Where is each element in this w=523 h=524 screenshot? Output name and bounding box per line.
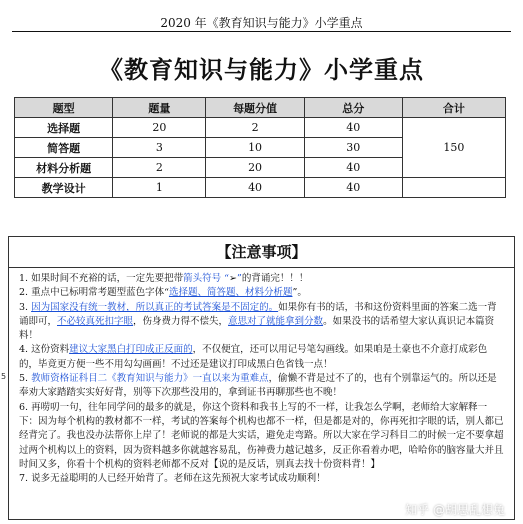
table-header-row xyxy=(15,98,506,118)
notice-text: 2. 重点中已标明常考题型蓝色字体“ xyxy=(19,287,169,299)
table-cell: 2 xyxy=(206,118,304,138)
header-cell: 题型 xyxy=(15,98,113,118)
header-cell: 题量 xyxy=(113,98,206,118)
page-header: 2020 年《教育知识与能力》小学重点 xyxy=(160,16,363,30)
table-cell: 简答题 xyxy=(15,138,113,158)
notice-text: 如果你有书的话，书和这份资料里面的答案二选一背诵即可， xyxy=(19,301,497,327)
notice-text: 6. 再唠叨一句，往年同学问的最多的就是，你这个资料和我书上写的不一样，让我怎么学啊，老师给大家解释一下：因为每个机构的教材都不一样，考试的答案每个机构也都不一样，但是都是对的，你再死扣字眼的话，别人都已经背完了。我也没办法帮你上岸了！老师说的都是大实话，避免走弯路。所以大家在学习科目二的时候一定不要拿超过两个机构以上的资料，因为资料越多你就越容易乱，伤神费力越记越多，反正你看着办吧，哈哈你的脑容量大并且时间又多，你看十个机构的资料老师都不反对 xyxy=(19,401,504,470)
notice-text: 5. xyxy=(19,373,32,385)
notice-text: 的背诵完！！！ xyxy=(241,273,309,284)
table-row xyxy=(15,178,506,198)
notice-text: 【说的是反话，别真去找十份资料背！】 xyxy=(209,458,381,470)
table-cell: 40 xyxy=(304,118,402,138)
table-cell: 选择题 xyxy=(15,118,113,138)
notice-text: 7. 说多无益聪明的人已经开始背了。老师在这先预祝大家考试成功顺利！ xyxy=(19,473,326,485)
score-table xyxy=(14,97,506,198)
notice-list xyxy=(9,268,514,486)
table-cell: 20 xyxy=(206,158,304,178)
notice-text: 1. 如果时间不充裕的话，一定先要把带 xyxy=(19,273,184,284)
notice-text: 3. xyxy=(19,301,32,313)
notice-item xyxy=(19,301,506,344)
table-cell: 1 xyxy=(113,178,206,198)
notice-text: 。如果没书的话希望大家认真识记本篇资料！ xyxy=(19,315,495,342)
notice-box xyxy=(8,236,515,520)
notice-text: 意思对了就能拿到分数 xyxy=(228,315,324,327)
total-cell: 150 xyxy=(402,118,505,178)
notice-text: ➢ xyxy=(228,273,237,284)
table-cell: 40 xyxy=(304,178,402,198)
table-cell-empty xyxy=(402,178,505,198)
table-cell: 40 xyxy=(304,158,402,178)
notice-item xyxy=(19,472,506,486)
table-cell: 30 xyxy=(304,138,402,158)
notice-item xyxy=(19,372,506,401)
margin-mark: 5 xyxy=(1,372,7,381)
notice-text: 不必较真死扣字眼 xyxy=(57,315,134,327)
notice-text: ”。 xyxy=(292,287,307,299)
table-cell: 2 xyxy=(113,158,206,178)
notice-text: 箭头符号 “ xyxy=(183,273,229,284)
table-cell: 10 xyxy=(206,138,304,158)
table-cell: 40 xyxy=(206,178,304,198)
notice-title: 【注意事项】 xyxy=(9,237,514,268)
table-cell: 教学设计 xyxy=(15,178,113,198)
watermark: 知乎 @胡思乱想兔 xyxy=(405,503,505,517)
notice-text: 建议大家黑白打印成正反面的 xyxy=(69,344,193,356)
notice-text: ，不仅便宜，还可以用记号笔勾画线。如果咱是土豪也不介意打成彩色的，毕竟更方便一些不用勾勾画画！不过还是建议打印成黑白色省钱一点！ xyxy=(19,344,488,370)
notice-text: 4. 这份资料 xyxy=(19,344,70,356)
notice-text: ，偷懒不背是过不了的，也有个别靠运气的。所以还是奉劝大家踏踏实实好好背，别等下次那些没用的，拿到证书再聊那些也不晚！ xyxy=(19,373,497,399)
notice-text: 教师资格证科目二《教育知识与能力》一直以来为重难点 xyxy=(31,373,269,385)
notice-text: 选择题、简答题、材料分析题 xyxy=(168,287,293,299)
notice-text: 因为国家没有统一教材，所以真正的考试答案是不固定的。 xyxy=(31,301,279,313)
document-title: 《教育知识与能力》小学重点 xyxy=(99,55,424,84)
table-cell: 20 xyxy=(113,118,206,138)
notice-text: ，伤身费力得不偿失， xyxy=(133,315,229,327)
table-cell: 3 xyxy=(113,138,206,158)
notice-text: ” xyxy=(236,273,242,284)
notice-item xyxy=(19,286,506,300)
notice-item xyxy=(19,272,506,286)
notice-item xyxy=(19,343,506,372)
table-row xyxy=(15,118,506,138)
header-cell: 总分 xyxy=(304,98,402,118)
header-rule xyxy=(12,31,511,32)
notice-item xyxy=(19,401,506,472)
header-cell: 每题分值 xyxy=(206,98,304,118)
header-cell: 合计 xyxy=(402,98,505,118)
table-cell: 材料分析题 xyxy=(15,158,113,178)
